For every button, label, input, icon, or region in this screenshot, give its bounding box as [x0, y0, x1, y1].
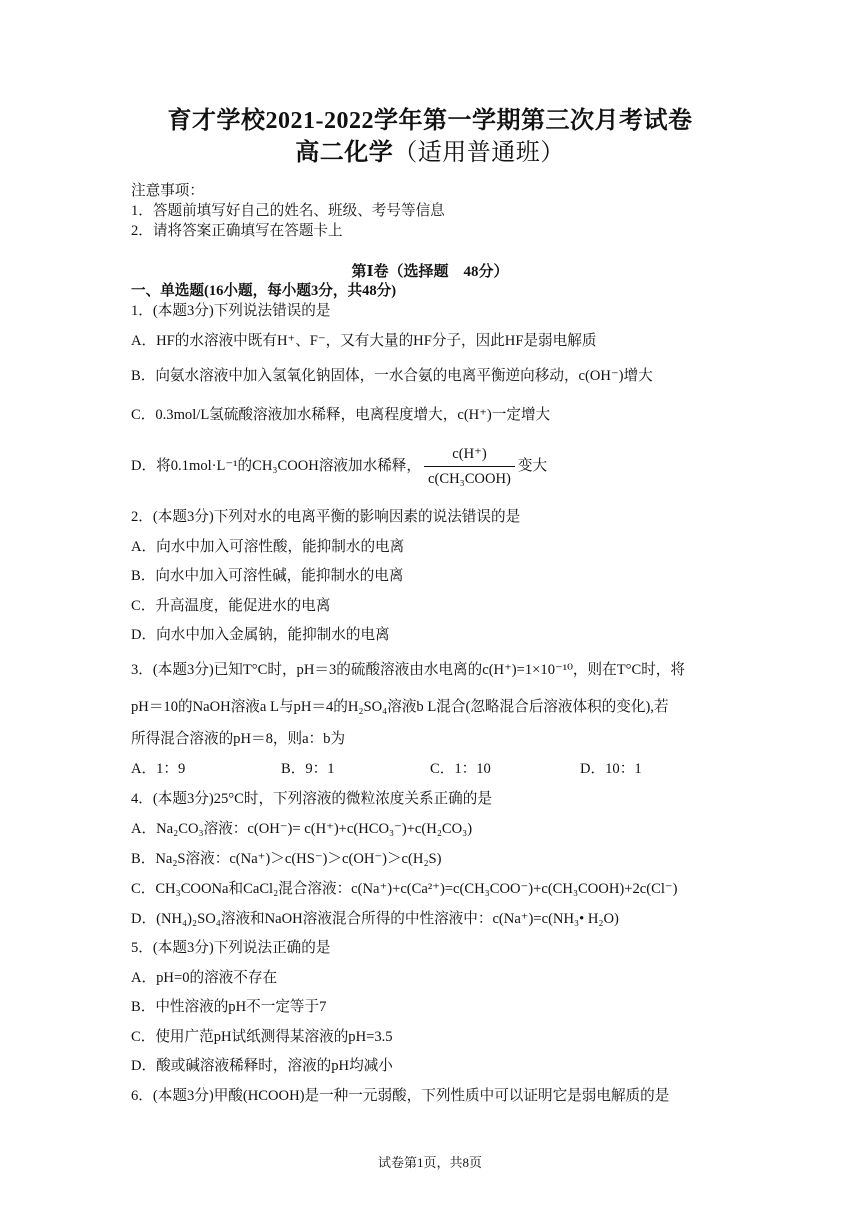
q2-option-c: C．升高温度，能促进水的电离	[131, 598, 331, 614]
q5-option-a: A．pH=0的溶液不存在	[131, 970, 278, 986]
q4-option-b: B．Na₂S溶液：c(Na⁺)＞c(HS⁻)＞c(OH⁻)＞c(H₂S)	[131, 851, 442, 867]
q1-option-d	[131, 444, 547, 489]
q4-stem: 4．(本题3分)25°C时，下列溶液的微粒浓度关系正确的是	[131, 791, 492, 807]
q5-stem: 5．(本题3分)下列说法正确的是	[131, 940, 331, 956]
subject-label: 高二化学	[295, 140, 394, 166]
q1-option-a: A．HF的水溶液中既有H⁺、F⁻，又有大量的HF分子，因此HF是弱电解质	[131, 333, 597, 349]
q5-option-c: C．使用广范pH试纸测得某溶液的pH=3.5	[131, 1029, 393, 1045]
q2-option-d: D．向水中加入金属钠，能抑制水的电离	[131, 627, 390, 643]
notice-label: 注意事项：	[131, 183, 204, 199]
q1-fraction	[424, 444, 515, 489]
q4-option-c: C．CH₃COONa和CaCl₂混合溶液：c(Na⁺)+c(Ca²⁺)=c(CH₃COO⁻)+c(CH₃COOH)+2c(Cl⁻)	[131, 881, 678, 897]
notice-item-1: 1．答题前填写好自己的姓名、班级、考号等信息	[131, 203, 445, 219]
q1-option-b: B．向氨水溶液中加入氢氧化钠固体，一水合氨的电离平衡逆向移动，c(OH⁻)增大	[131, 368, 653, 384]
q1-fraction-numerator: c(H⁺)	[424, 444, 515, 467]
q1-option-d-prefix: D．将0.1mol·L⁻¹的CH₃COOH溶液加水稀释，	[131, 457, 421, 474]
q3-option-b: B．9：1	[281, 761, 335, 777]
q2-option-b: B．向水中加入可溶性碱，能抑制水的电离	[131, 568, 404, 584]
q6-stem: 6．(本题3分)甲酸(HCOOH)是一种一元弱酸，下列性质中可以证明它是弱电解质的是	[131, 1088, 670, 1104]
q4-option-d: D．(NH₄)₂SO₄溶液和NaOH溶液混合所得的中性溶液中：c(Na⁺)=c(NH₃• H₂O)	[131, 911, 619, 927]
page-footer: 试卷第1页，共8页	[377, 1155, 482, 1170]
notice-item-2: 2．请将答案正确填写在答题卡上	[131, 223, 343, 239]
q4-option-a: A．Na₂CO₃溶液：c(OH⁻)= c(H⁺)+c(HCO₃⁻)+c(H₂CO₃)	[131, 821, 473, 837]
q5-option-d: D．酸或碱溶液稀释时，溶液的pH均减小	[131, 1058, 393, 1074]
q3-stem-line-1: 3．(本题3分)已知T°C时，pH＝3的硫酸溶液由水电离的c(H⁺)=1×10⁻¹⁰，则在T°C时，将	[131, 662, 685, 678]
q3-option-a: A．1：9	[131, 761, 186, 777]
q1-option-d-suffix: 变大	[517, 457, 548, 474]
q3-stem-line-2: pH＝10的NaOH溶液a L与pH＝4的H₂SO₄溶液b L混合(忽略混合后溶液体积的变化),若	[131, 699, 669, 715]
class-note: （适用普通班）	[393, 140, 565, 166]
q3-option-d: D．10：1	[580, 761, 642, 777]
q2-option-a: A．向水中加入可溶性酸，能抑制水的电离	[131, 539, 405, 555]
part-heading: 一、单选题(16小题，每小题3分，共48分)	[131, 283, 397, 299]
q2-stem: 2．(本题3分)下列对水的电离平衡的影响因素的说法错误的是	[131, 509, 521, 525]
q3-stem-line-3: 所得混合溶液的pH＝8，则a：b为	[131, 731, 346, 747]
exam-title: 育才学校2021-2022学年第一学期第三次月考试卷	[167, 108, 693, 134]
q1-option-c: C．0.3mol/L氢硫酸溶液加水稀释，电离程度增大，c(H⁺)一定增大	[131, 407, 551, 423]
q1-stem: 1．(本题3分)下列说法错误的是	[131, 303, 331, 319]
section-title: 第Ⅰ卷（选择题 48分）	[351, 264, 509, 280]
q5-option-b: B．中性溶液的pH不一定等于7	[131, 999, 327, 1015]
q1-fraction-denominator: c(CH₃COOH)	[428, 471, 511, 487]
exam-subtitle	[0, 138, 860, 168]
q3-option-c: C．1：10	[430, 761, 491, 777]
